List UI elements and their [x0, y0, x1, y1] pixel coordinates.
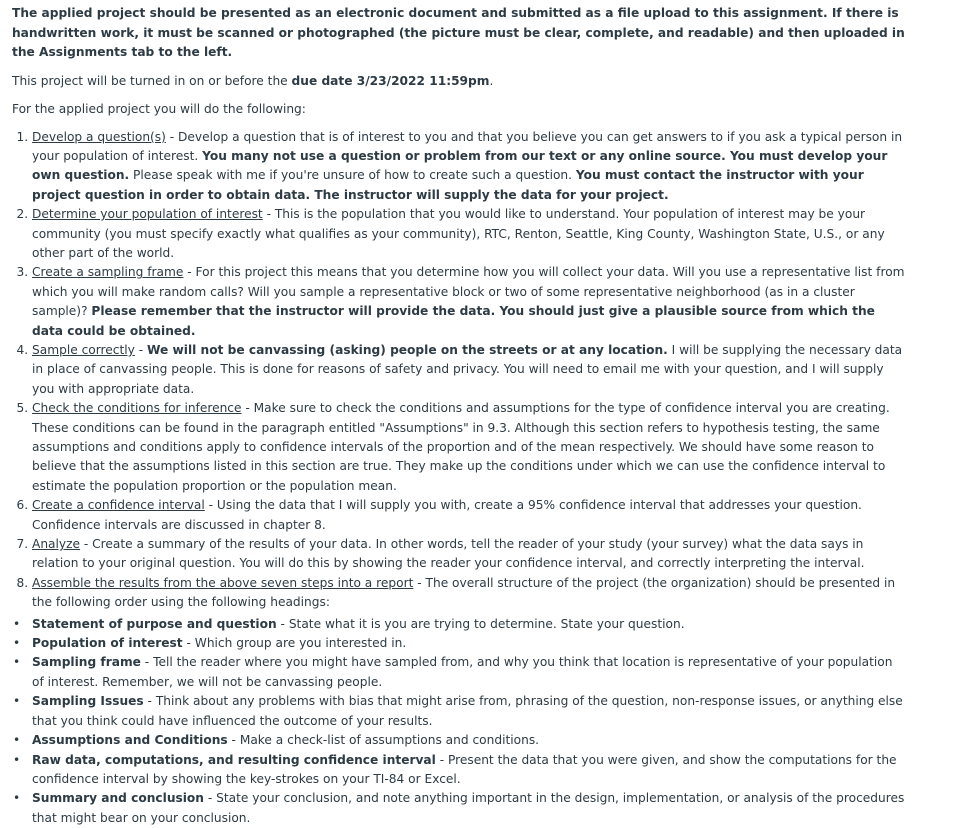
list-item: [13, 692, 908, 731]
step-text: Please speak with me if you're unsure of how to create such a question.: [129, 168, 576, 183]
list-item: [13, 751, 908, 790]
heading-title: Sampling frame: [32, 655, 141, 670]
due-date-prefix: This project will be turned in on or before the: [12, 73, 292, 88]
heading-text: - Tell the reader where you might have sampled from, and why you think that location is representative of your population of interest. Remember, we will not be canvassing people.: [32, 655, 893, 689]
heading-text: - State what it is you are trying to determine. State your question.: [276, 616, 685, 631]
step-text: - This is the population that you would like to understand. Your population of interest may be your community (you must specify exactly what qualifies as your community), RTC, Renton, Seattle, King County, Washington State, U.S., or any other part of the world.: [32, 207, 885, 260]
step-title: Create a sampling frame: [32, 265, 184, 280]
list-item: [32, 341, 908, 399]
list-item: [32, 496, 908, 535]
list-item: [13, 634, 908, 653]
report-headings-list: [12, 615, 908, 828]
steps-list: [12, 128, 908, 613]
list-item: [13, 731, 908, 750]
step-title: Analyze: [32, 537, 81, 552]
list-item: [13, 615, 908, 634]
step-title: Create a confidence interval: [32, 498, 205, 513]
step-text: - For this project this means that you determine how you will collect your data. Will you use a representative list from which you will make random calls? Will you sample a representative block or two of some representative neighborhood (as in a cluster sample)?: [32, 265, 905, 319]
bullet-icon: •: [13, 655, 21, 670]
due-date-suffix: .: [489, 73, 494, 88]
heading-title: Statement of purpose and question: [32, 616, 277, 631]
list-item: [32, 535, 908, 574]
bullet-icon: •: [13, 616, 21, 631]
step-text: - Create a summary of the results of your data. In other words, tell the reader of your study (your survey) what the data says in relation to your original question. You will do this by showing the reader your confidence interval, and correctly interpreting the interval.: [32, 537, 865, 571]
submission-instructions: The applied project should be presented as an electronic document and submitted as a file upload to this assignment. If there is handwritten work, it must be scanned or photographed (the picture must be clear, complete, and readable) and then uploaded in the Assignments tab to the left.: [12, 6, 905, 59]
heading-text: - Make a check-list of assumptions and conditions.: [227, 733, 540, 748]
bullet-icon: •: [13, 694, 21, 709]
step-text: - Make sure to check the conditions and assumptions for the type of confidence interval you are creating. These conditions can be found in the paragraph entitled "Assumptions" in 9.3. Although this section refers to hypothesis testing, the same assumptions and conditions apply to confidence intervals of the proportion and of the mean respectively. We should have some reason to believe that the assumptions listed in this section are true. They make up the conditions under which we can use the confidence interval to estimate the population proportion or the population mean.: [32, 401, 890, 493]
list-item: [32, 263, 908, 341]
bullet-icon: •: [13, 733, 21, 748]
list-item: [13, 653, 908, 692]
step-bold-text: Please remember that the instructor will provide the data. You should just give a plausible source from which the data could be obtained.: [32, 304, 875, 338]
bullet-icon: •: [13, 752, 21, 767]
step-title: Check the conditions for inference: [32, 401, 242, 416]
bullet-icon: •: [13, 791, 21, 806]
heading-title: Assumptions and Conditions: [32, 733, 228, 748]
step-text: - The overall structure of the project (the organization) should be presented in the following order using the following headings:: [32, 575, 896, 610]
step-text: - Develop a question that is of interest to you and that you believe you can get answers to if you ask a typical person in your population of interest.: [32, 129, 903, 163]
step-bold-text: You must contact the instructor with your project question in order to obtain data. The instructor will supply the data for your project.: [32, 168, 864, 202]
list-item: [32, 205, 908, 263]
step-text: -: [134, 342, 147, 357]
heading-title: Raw data, computations, and resulting confidence interval: [32, 752, 436, 767]
step-bold-text: You many not use a question or problem from our text or any online source. You must develop your own question.: [32, 148, 888, 183]
heading-title: Sampling Issues: [32, 694, 144, 709]
step-title: Develop a question(s): [32, 129, 166, 144]
heading-title: Population of interest: [32, 636, 183, 651]
list-item: [32, 128, 908, 206]
heading-text: - Which group are you interested in.: [182, 636, 407, 651]
step-text: I will be supplying the necessary data in place of canvassing people. This is done for reasons of safety and privacy. You will need to email me with your question, and I will supply you with appropriate data.: [32, 342, 903, 396]
heading-title: Summary and conclusion: [32, 791, 204, 806]
step-title: Assemble the results from the above seven steps into a report: [32, 575, 414, 590]
step-bold-text: We will not be canvassing (asking) people on the streets or at any location.: [147, 342, 668, 357]
bullet-icon: •: [13, 636, 21, 651]
due-date-paragraph: [12, 72, 908, 92]
heading-text: - State your conclusion, and note anything important in the design, implementation, or analysis of the procedures that might bear on your conclusion.: [32, 791, 905, 825]
heading-text: - Think about any problems with bias that might arise from, phrasing of the question, non-response issues, or anything else that you think could have influenced the outcome of your results.: [32, 694, 903, 728]
step-title: Determine your population of interest: [32, 207, 263, 222]
step-title: Sample correctly: [32, 342, 135, 357]
list-item: [32, 399, 908, 496]
step-text: - Using the data that I will supply you with, create a 95% confidence interval that addresses your question. Confidence intervals are discussed in chapter 8.: [32, 498, 862, 532]
list-item: [32, 574, 908, 613]
due-date: due date 3/23/2022 11:59pm: [291, 73, 490, 88]
lead-in: For the applied project you will do the following:: [12, 102, 306, 116]
heading-text: - Present the data that you were given, and show the computations for the confidence interval by showing the key-strokes on your TI-84 or Excel.: [32, 752, 897, 786]
list-item: [13, 789, 908, 828]
